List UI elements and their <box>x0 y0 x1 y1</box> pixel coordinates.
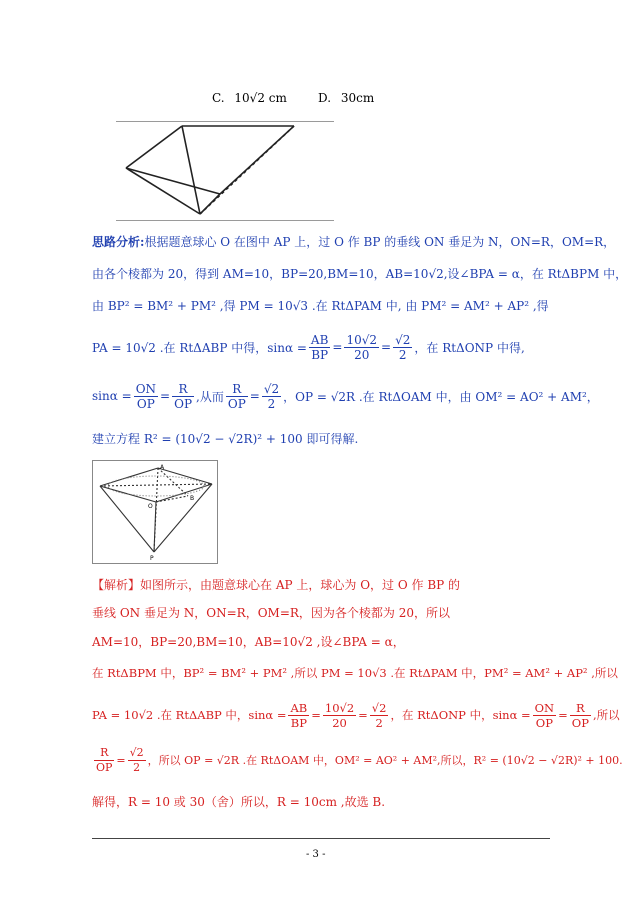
solution-line-3: AM=10，BP=20,BM=10，AB=10√2 ,设∠BPA = α， <box>92 635 405 649</box>
fraction: $\frac{R}{OP}$ <box>96 745 113 774</box>
analysis-line-4: PA = 10√2 .在 RtΔABP 中得，sinα = $\frac{AB}{BP}$ = $\frac{10√2}{20}$ = $\frac{√2}{2}$ ，在 RtΔONP 中得, <box>92 332 525 362</box>
fraction: $\frac{AB}{BP}$ <box>290 700 308 730</box>
solution-line-2: 垂线 ON 垂足为 N，ON=R，OM=R，因为各个棱都为 20，所以 <box>92 606 451 620</box>
solution-line-5: PA = 10√2 .在 RtΔABP 中，sinα = $\frac{AB}{BP}$ = $\frac{10√2}{20}$ = $\frac{√2}{2}$ ，在 RtΔONP 中，sinα = $\frac{ON}{OP}$ = $\frac{R}{OP}$ ,所以 <box>92 700 620 730</box>
footer-divider <box>92 838 550 839</box>
figure2-pyramid-sphere <box>92 460 218 564</box>
option-c <box>212 91 287 105</box>
fraction: $\frac{√2}{2}$ <box>371 700 387 730</box>
option-d-label: D. <box>318 91 332 105</box>
fraction: $\frac{10√2}{20}$ <box>346 332 378 362</box>
label-o: O <box>148 503 153 510</box>
option-c-value: 10√2 cm <box>234 91 287 105</box>
label-p: P <box>150 555 154 562</box>
analysis-line-2: 由各个棱都为 20，得到 AM=10，BP=20,BM=10，AB=10√2,设∠BPA = α，在 RtΔBPM 中， <box>92 267 628 281</box>
option-d <box>318 91 374 105</box>
analysis-line-5: sinα = $\frac{ON}{OP}$ = $\frac{R}{OP}$ ,从而 $\frac{R}{OP}$ = $\frac{√2}{2}$ ，OP = √2R .在 RtΔOAM 中，由 OM² = AO² + AM²， <box>92 381 599 411</box>
fraction: $\frac{√2}{2}$ <box>263 381 280 411</box>
fraction: $\frac{R}{OP}$ <box>227 381 246 411</box>
fraction: $\frac{√2}{2}$ <box>129 745 144 774</box>
analysis-heading: 思路分析: <box>92 235 145 249</box>
fraction: $\frac{√2}{2}$ <box>395 332 411 362</box>
fraction: $\frac{ON}{OP}$ <box>534 700 555 730</box>
fraction: $\frac{AB}{BP}$ <box>310 332 329 362</box>
label-b: B <box>190 495 195 502</box>
analysis-line-3: 由 BP² = BM² + PM² ,得 PM = 10√3 .在 RtΔPAM 中, 由 PM² = AM² + AP² ,得 <box>92 299 549 313</box>
solution-heading: 【解析】 <box>92 578 141 592</box>
page-number: - 3 - <box>306 849 326 860</box>
solution-line-1: 【解析】如图所示，由题意球心在 AP 上，球心为 O，过 O 作 BP 的 <box>92 578 461 592</box>
figure1-pyramid <box>116 122 336 222</box>
option-d-value: 30cm <box>340 91 375 105</box>
solution-line-4: 在 RtΔBPM 中，BP² = BM² + PM² ,所以 PM = 10√3 .在 RtΔPAM 中，PM² = AM² + AP² ,所以 <box>92 666 618 680</box>
option-c-label: C. <box>212 91 225 105</box>
solution-line-7: 解得，R = 10 或 30（舍）所以，R = 10cm ,故选 B. <box>92 795 386 809</box>
label-a: A <box>160 464 165 471</box>
fraction: $\frac{ON}{OP}$ <box>135 381 157 411</box>
solution-line-6: $\frac{R}{OP}$ = $\frac{√2}{2}$ ，所以 OP = √2R .在 RtΔOAM 中，OM² = AO² + AM²,所以，R² = (10√2 − √2R)² + 100. <box>96 745 623 774</box>
analysis-line-6: 建立方程 R² = (10√2 − √2R)² + 100 即可得解. <box>92 432 359 446</box>
figure1-bottom-rule <box>116 220 334 221</box>
fraction: $\frac{R}{OP}$ <box>174 381 193 411</box>
fraction: $\frac{R}{OP}$ <box>571 700 589 730</box>
analysis-line-1: 思路分析:根据题意球心 O 在图中 AP 上，过 O 作 BP 的垂线 ON 垂足为 N，ON=R，OM=R， <box>92 235 616 249</box>
fraction: $\frac{10√2}{20}$ <box>324 700 355 730</box>
